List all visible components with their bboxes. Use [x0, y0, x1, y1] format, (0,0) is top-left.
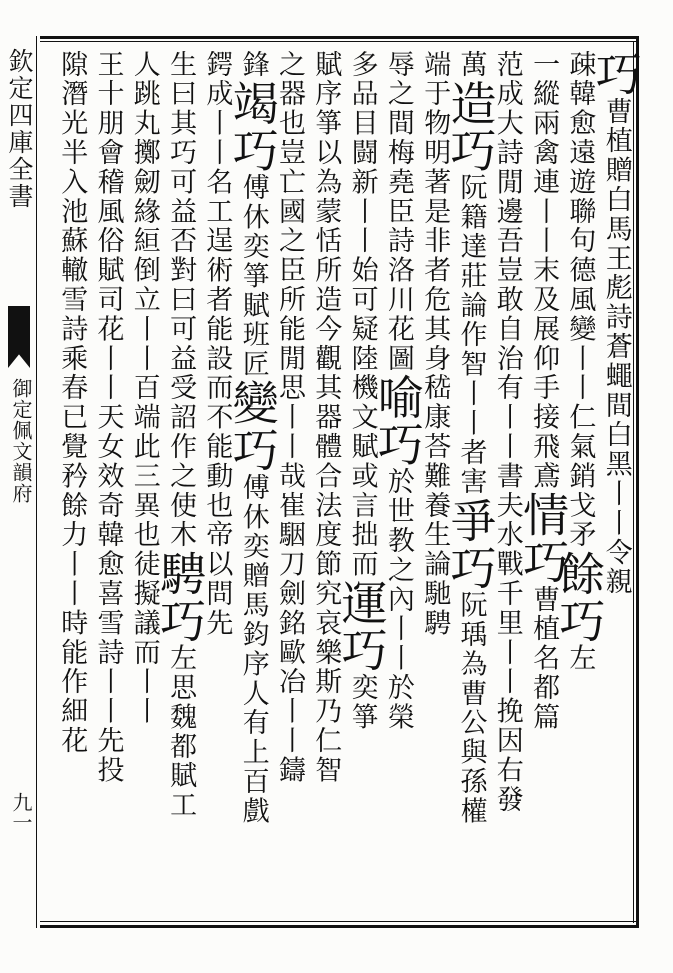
column-text: 左思魏都賦工: [165, 643, 197, 821]
column-text: 于物明著是非者危其身: [419, 79, 451, 374]
frame-bottom-inner-rule: [40, 921, 639, 922]
text-column: [443, 50, 498, 918]
headword: 騁巧: [153, 549, 208, 644]
column-text: 疎韓愈遠遊聯句德風變丨丨仁氣銷戈矛: [564, 50, 596, 550]
text-column: [487, 50, 527, 918]
column-text: 阮籍達莊論作智丨丨者害: [455, 173, 487, 497]
column-text: 萬: [455, 50, 487, 80]
text-column: [370, 50, 425, 918]
column-text: 王十朋會稽風俗賦司花丨丨天女效奇韓愈喜雪詩丨丨先投: [92, 50, 124, 785]
column-text: 嵇康荅難養生論馳騁: [419, 373, 451, 639]
text-column: [552, 50, 607, 918]
text-column: [88, 50, 128, 918]
column-text: 范成大詩閒邊吾豈敢自治有丨丨: [491, 50, 523, 462]
column-text: 隙潛光半入池蘇轍雪詩乘春已覺矜餘力丨丨時能作細花: [56, 50, 88, 756]
column-text: 曹植名都篇: [528, 585, 560, 732]
column-text: 鍔成: [201, 50, 233, 109]
headword: 竭巧: [225, 79, 280, 174]
headword: 變巧: [225, 379, 280, 474]
column-text: 生曰其巧可益否對曰可益受詔作之使木: [165, 50, 197, 550]
headword: 喻巧: [370, 373, 425, 468]
text-columns: [52, 50, 643, 918]
column-text: 一縱兩禽連丨丨末及展仰手接飛鳶: [528, 50, 560, 491]
headword: 巧: [588, 50, 643, 97]
collection-title: 欽定四庫全書: [5, 48, 34, 210]
text-column: [196, 50, 236, 918]
frame-top-rule: [40, 36, 639, 39]
column-text: 左: [564, 643, 596, 674]
column-text: 端: [419, 50, 451, 80]
page-margin: [2, 48, 36, 918]
column-text: 書夫水戰千里丨丨: [491, 461, 523, 697]
fishtail-mark: [8, 306, 30, 368]
text-column: [334, 50, 389, 918]
text-column: [516, 50, 571, 918]
column-text: 於世教之內丨丨於榮: [382, 467, 414, 733]
column-text: 曹植贈白馬王彪詩蒼蠅間白黑丨丨令親: [600, 97, 632, 597]
column-text: 丨丨名工逞術: [201, 108, 233, 286]
column-text: 鋒: [237, 50, 269, 80]
text-column: [225, 50, 280, 918]
column-text: 之器也豈亡國之臣所能閒思丨丨哉崔駰刀劍銘歐冶丨丨鑄: [274, 50, 305, 785]
text-column: [588, 50, 643, 918]
column-text: 傅休奕箏賦班匠: [237, 173, 269, 380]
column-text: 賦序箏以為蒙恬所造今觀其器體合法度節究哀樂斯乃仁智: [310, 50, 342, 785]
headword: 運巧: [334, 579, 389, 674]
book-title: 御定佩文韻府: [9, 378, 33, 504]
column-text: 徒擬議而丨丨: [128, 549, 160, 727]
column-text: 傅休奕贈馬鈞序人有上百戲: [237, 473, 269, 827]
column-text: 者能設而不能動也帝以問先: [201, 285, 233, 639]
text-column: [305, 50, 345, 918]
frame-top-inner-rule: [40, 41, 639, 42]
page-number: 九一: [9, 792, 33, 832]
column-text: 人跳丸擲劒緣絙倒立丨丨百端此三異也: [128, 50, 160, 550]
text-column: [124, 50, 164, 918]
text-column: [153, 50, 208, 918]
column-text: 多品目闘新丨丨始可疑: [346, 50, 378, 344]
column-text: 辱之間梅堯臣詩洛川花圖: [382, 50, 414, 374]
text-column: [414, 50, 454, 918]
text-column: [51, 50, 91, 918]
headword: 造巧: [443, 79, 498, 174]
headword: 爭巧: [443, 496, 498, 591]
headword: 餘巧: [552, 549, 607, 644]
margin-divider: [36, 36, 37, 928]
column-text: 奕箏: [346, 673, 378, 733]
text-column: [269, 50, 309, 918]
headword: 情巧: [516, 491, 571, 585]
column-text: 挽因右發: [491, 696, 523, 815]
column-text: 陸機文賦或言拙而: [346, 344, 378, 580]
column-text: 阮瑀為曹公與孫權: [455, 590, 487, 827]
frame-bottom-rule: [40, 925, 639, 928]
frame-right-rule: [636, 36, 639, 928]
